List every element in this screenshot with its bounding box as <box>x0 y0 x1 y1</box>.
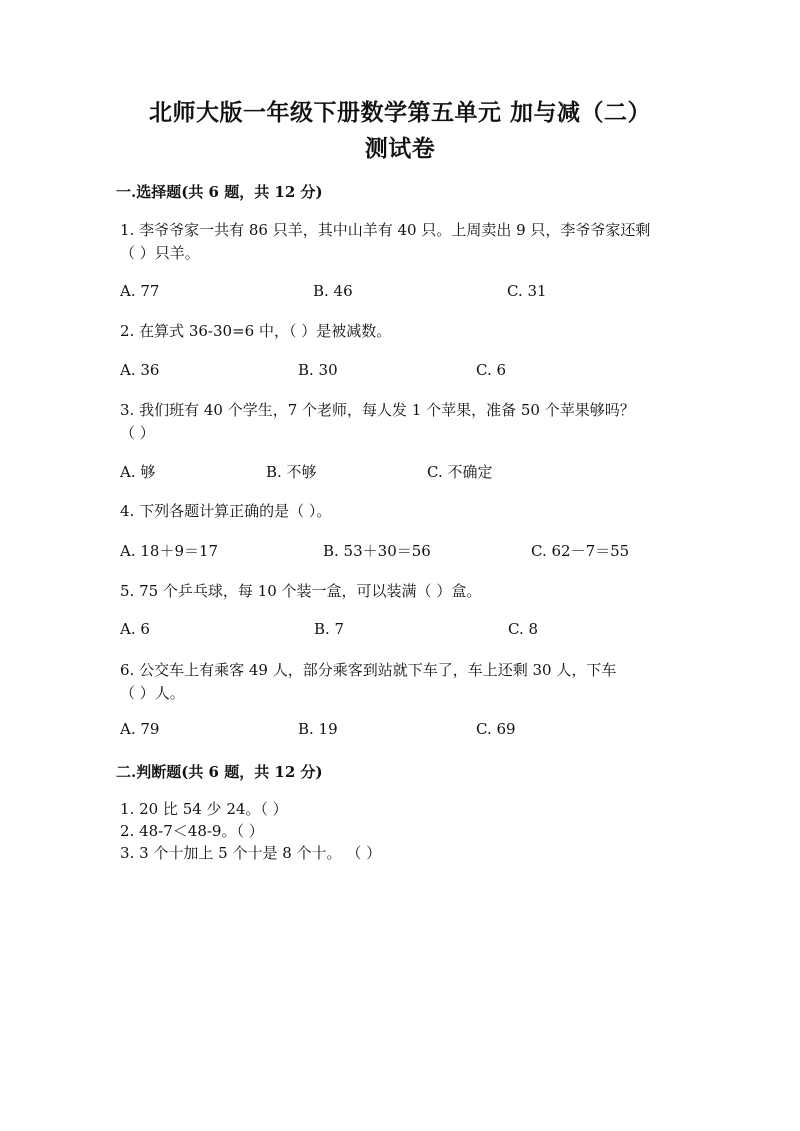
question-5-option-a: A. 6 <box>120 620 150 638</box>
question-3-text-cont: （ ） <box>120 424 155 442</box>
question-1-text: 1. 李爷爷家一共有 86 只羊，其中山羊有 40 只。上周卖出 9 只，李爷爷家还剩 <box>120 221 651 239</box>
question-6-text-cont: （ ）人。 <box>120 684 185 702</box>
question-1-option-c: C. 31 <box>507 282 547 300</box>
question-6-text: 6. 公交车上有乘客 49 人，部分乘客到站就下车了，车上还剩 30 人，下车 <box>120 661 617 679</box>
question-2-option-c: C. 6 <box>476 361 507 379</box>
question-1-option-b: B. 46 <box>313 282 353 300</box>
question-3-option-a: A. 够 <box>120 463 156 481</box>
question-3-option-c: C. 不确定 <box>427 463 493 481</box>
section-heading-choice: 一.选择题(共 6 题，共 12 分) <box>116 183 323 201</box>
judgment-item-2: 2. 48-7＜48-9。（ ） <box>120 822 264 840</box>
question-6-option-a: A. 79 <box>120 720 160 738</box>
judgment-item-3: 3. 3 个十加上 5 个十是 8 个十。 （ ） <box>120 844 382 862</box>
question-3-option-b: B. 不够 <box>266 463 317 481</box>
question-4-option-c: C. 62－7＝55 <box>531 542 630 560</box>
question-4-option-a: A. 18＋9＝17 <box>120 542 219 560</box>
question-2-option-a: A. 36 <box>120 361 160 379</box>
question-5-option-b: B. 7 <box>314 620 345 638</box>
question-6-option-b: B. 19 <box>298 720 338 738</box>
section-heading-judgment: 二.判断题(共 6 题，共 12 分) <box>116 763 323 781</box>
question-1-text-cont: （ ）只羊。 <box>120 244 200 262</box>
exam-title-line1: 北师大版一年级下册数学第五单元 加与减（二） <box>148 99 651 126</box>
question-5-text: 5. 75 个乒乓球，每 10 个装一盒，可以装满（ ）盒。 <box>120 582 482 600</box>
question-3-text: 3. 我们班有 40 个学生，7 个老师，每人发 1 个苹果，准备 50 个苹果够吗？ <box>120 401 635 419</box>
question-2-option-b: B. 30 <box>298 361 338 379</box>
question-4-option-b: B. 53＋30＝56 <box>323 542 431 560</box>
exam-title-line2: 测试卷 <box>364 135 436 162</box>
question-5-option-c: C. 8 <box>508 620 539 638</box>
question-1-option-a: A. 77 <box>120 282 160 300</box>
question-6-option-c: C. 69 <box>476 720 516 738</box>
question-4-text: 4. 下列各题计算正确的是（ ）。 <box>120 502 332 520</box>
question-2-text: 2. 在算式 36-30=6 中，（ ）是被减数。 <box>120 322 392 340</box>
judgment-item-1: 1. 20 比 54 少 24。（ ） <box>120 800 288 818</box>
